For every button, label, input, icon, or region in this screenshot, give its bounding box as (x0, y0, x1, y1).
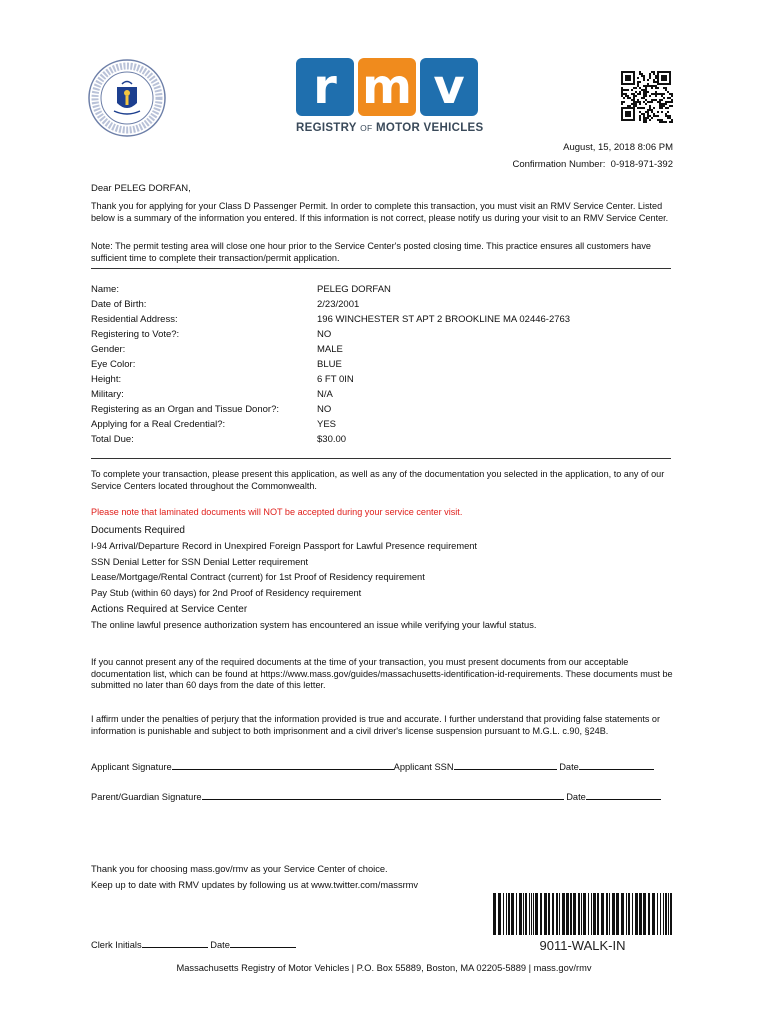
summary-label: Residential Address: (91, 314, 178, 325)
note-paragraph: Note: The permit testing area will close one hour prior to the Service Center's posted closing time. This practice ensures all customers have sufficient time to complete their transaction/permit application. (91, 241, 651, 263)
divider (91, 268, 671, 269)
clerk-initials-label: Clerk Initials (91, 940, 142, 950)
summary-label: Name: (91, 284, 119, 295)
summary-value: 2/23/2001 (317, 299, 360, 310)
documents-heading: Documents Required (91, 525, 185, 536)
thanks-line: Thank you for choosing mass.gov/rmv as your Service Center of choice. (91, 864, 388, 874)
logo-tile-r: r (296, 58, 354, 116)
summary-label: Total Due: (91, 434, 134, 445)
summary-value: 196 WINCHESTER ST APT 2 BROOKLINE MA 02446-2763 (317, 314, 571, 325)
summary-value: 6 FT 0IN (317, 374, 354, 385)
twitter-line: Keep up to date with RMV updates by following us at www.twitter.com/massrmv (91, 880, 419, 890)
document-item: Pay Stub (within 60 days) for 2nd Proof of Residency requirement (91, 588, 362, 598)
clerk-date-field[interactable] (230, 938, 296, 948)
affirmation-paragraph: I affirm under the penalties of perjury that the information provided is true and accurate. I further understand that providing false statements or information is punishable and subject to both imprisonment and a civil driver's license suspension pursuant to M.G.L. c.90, §24B. (91, 714, 661, 736)
summary-value: PELEG DORFAN (317, 284, 391, 295)
guardian-signature-row (91, 790, 661, 802)
qr-code (621, 71, 673, 123)
barcode-label: 9011-WALK-IN (539, 938, 626, 953)
logo-tile-m: m (358, 58, 416, 116)
summary-label: Eye Color: (91, 359, 136, 370)
confirmation-number: Confirmation Number: 0-918-971-392 (512, 159, 673, 170)
summary-label: Gender: (91, 344, 126, 355)
summary-value: NO (317, 404, 332, 415)
greeting: Dear PELEG DORFAN, (91, 183, 191, 194)
applicant-signature-label: Applicant Signature (91, 762, 172, 772)
summary-value: N/A (317, 389, 333, 400)
summary-value: NO (317, 329, 332, 340)
barcode (491, 893, 674, 935)
guardian-date-field[interactable] (586, 790, 661, 800)
applicant-ssn-label: Applicant SSN (393, 762, 454, 772)
guardian-signature-field[interactable] (202, 790, 564, 800)
applicant-signature-field[interactable] (172, 760, 394, 770)
date-label: Date (566, 792, 586, 802)
summary-label: Registering to Vote?: (91, 329, 180, 340)
summary-label: Date of Birth: (91, 299, 147, 310)
summary-label: Registering as an Organ and Tissue Donor?: (91, 404, 279, 415)
intro-paragraph: Thank you for applying for your Class D Passenger Permit. In order to complete this transaction, you must visit an RMV Service Center. Listed below is a summary of the information you entered. If this information is not correct, please notify us during your visit to an RMV Service Center. (91, 201, 669, 223)
letter-date: August, 15, 2018 8:06 PM (563, 142, 673, 153)
summary-value: BLUE (317, 359, 342, 370)
summary-value: YES (317, 419, 337, 430)
divider (91, 458, 671, 459)
logo-tile-v: v (420, 58, 478, 116)
laminated-warning: Please note that laminated documents will NOT be accepted during your service center visit. (91, 507, 463, 517)
footer: Massachusetts Registry of Motor Vehicles | P.O. Box 55889, Boston, MA 02205-5889 | mass.gov/rmv (176, 963, 592, 973)
applicant-signature-row (91, 760, 654, 772)
summary-label: Military: (91, 389, 124, 400)
rmv-logo (296, 58, 482, 142)
summary-label: Height: (91, 374, 122, 385)
action-item: The online lawful presence authorization system has encountered an issue while verifying your lawful status. (91, 620, 537, 630)
summary-value: MALE (317, 344, 343, 355)
document-item: Lease/Mortgage/Rental Contract (current) for 1st Proof of Residency requirement (91, 572, 425, 582)
applicant-ssn-field[interactable] (454, 760, 557, 770)
actions-heading: Actions Required at Service Center (91, 604, 248, 615)
date-label: Date (559, 762, 579, 772)
massachusetts-seal (88, 59, 166, 137)
document-item: I-94 Arrival/Departure Record in Unexpired Foreign Passport for Lawful Presence requirement (91, 541, 478, 551)
applicant-date-field[interactable] (579, 760, 654, 770)
guardian-signature-label: Parent/Guardian Signature (91, 792, 202, 802)
complete-paragraph: To complete your transaction, please present this application, as well as any of the documentation you selected in the application, to any of our Service Centers located throughout the Commonwealth. (91, 469, 665, 491)
cannot-present-paragraph: If you cannot present any of the required documents at the time of your transaction, you must present documents from our acceptable documentation list, which can be found at https://www.mass.gov/guides/massachusetts-identification-id-requirements. These documents must be submitted no later than 60 days from the date of this letter. (91, 657, 673, 691)
summary-label: Applying for a Real Credential?: (91, 419, 226, 430)
logo-subtitle: REGISTRY OF MOTOR VEHICLES (296, 122, 484, 134)
clerk-date-label: Date (210, 940, 230, 950)
clerk-initials-field[interactable] (142, 938, 208, 948)
summary-value: $30.00 (317, 434, 347, 445)
clerk-row (91, 938, 296, 950)
document-item: SSN Denial Letter for SSN Denial Letter requirement (91, 557, 309, 567)
